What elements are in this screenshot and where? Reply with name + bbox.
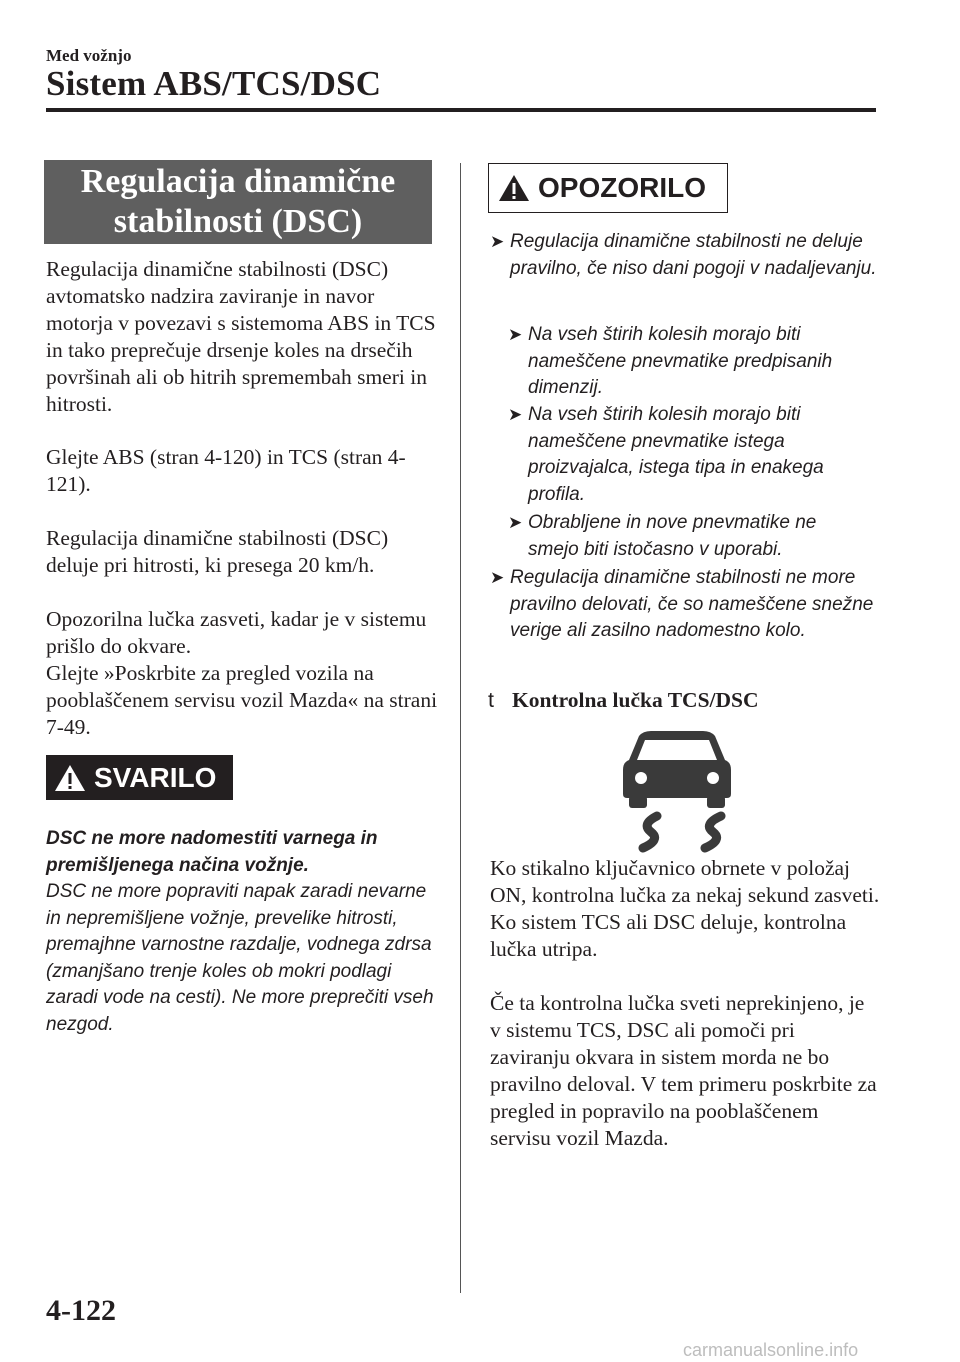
paragraph-see-abs-tcs: Glejte ABS (stran 4-120) in TCS (stran 4-121).: [46, 445, 406, 496]
paragraph-indicator-fault: Če ta kontrolna lučka sveti neprekinjeno, je v sistemu TCS, DSC ali pomoči pri zaviranju okvara in sistem morda ne bo pravilno deloval. V tem primeru poskrbite za pregled in popravilo na pooblaščenem servisu vozil Mazda.: [490, 991, 877, 1150]
header-rule: [46, 108, 876, 112]
paragraph-speed: Regulacija dinamične stabilnosti (DSC) deluje pri hitrosti, ki presega 20 km/h.: [46, 526, 389, 577]
warning-light-text: Opozorilna lučka zasveti, kadar je v sistemu prišlo do okvare.: [46, 607, 427, 658]
svarilo-badge: [46, 755, 233, 800]
svarilo-text-block: [46, 826, 436, 1038]
opozorilo-bullet-1: Regulacija dinamične stabilnosti ne deluje pravilno, če niso dani pogoji v nadaljevanju.: [510, 231, 877, 279]
page-title: Sistem ABS/TCS/DSC: [46, 64, 382, 103]
svarilo-body-text: DSC ne more popraviti napak zaradi nevarne in nepremišljene vožnje, prevelike hitrosti, premajhne varnostne razdalje, vodnega zdrsa (zmanjšano trenje koles ob mokri podlagi zaradi vode na cesti). Ne more preprečiti vseh nezgod.: [46, 881, 434, 1035]
column-divider: [460, 163, 461, 1293]
svarilo-label: SVARILO: [94, 761, 217, 793]
opozorilo-sub-1: Na vseh štirih kolesih morajo biti nameščene pnevmatike predpisanih dimenzij.: [528, 324, 833, 398]
arrow-bullet-icon: ➤: [508, 325, 523, 344]
arrow-bullet-icon: ➤: [508, 513, 523, 532]
service-reference-text: Glejte »Poskrbite za pregled vozila na pooblaščenem servisu vozil Mazda« na strani 7-49.: [46, 661, 438, 739]
paragraph-indicator-on: Ko stikalno ključavnico obrnete v položaj ON, kontrolna lučka za nekaj sekund zasveti. Ko sistem TCS ali DSC deluje, kontrolna lučka utripa.: [490, 856, 880, 961]
paragraph-intro: Regulacija dinamične stabilnosti (DSC) avtomatsko nadzira zaviranje in navor motorja v povezavi s sistemoma ABS in TCS in tako preprečuje drsenje koles na drsečih površinah ali ob hitrih spremembah smeri in hitrosti.: [46, 257, 436, 416]
indicator-heading-text: Kontrolna lučka TCS/DSC: [511, 688, 759, 712]
skidding-car-icon: [617, 728, 737, 853]
arrow-bullet-icon: ➤: [490, 568, 505, 587]
section-heading-line1: Regulacija dinamične: [80, 163, 396, 200]
opozorilo-badge: [490, 165, 726, 211]
indicator-marker: t: [488, 688, 494, 712]
section-label: Med vožnjo: [46, 46, 132, 65]
warning-triangle-icon: [54, 764, 86, 792]
section-heading-line2: stabilnosti (DSC): [113, 203, 363, 240]
opozorilo-sub-3: Obrabljene in nove pnevmatike ne smejo biti istočasno v uporabi.: [528, 512, 817, 560]
arrow-bullet-icon: ➤: [490, 232, 505, 251]
section-heading-box: [44, 160, 432, 244]
arrow-bullet-icon: ➤: [508, 405, 523, 424]
paragraph-warning-light: [46, 606, 446, 741]
watermark: carmanualsonline.info: [683, 1340, 859, 1360]
opozorilo-label: OPOZORILO: [538, 172, 706, 203]
opozorilo-bullet-2: Regulacija dinamične stabilnosti ne more pravilno delovati, če so nameščene snežne verige ali zasilno nadomestno kolo.: [510, 567, 874, 641]
warning-triangle-icon: [498, 174, 530, 202]
indicator-heading: [488, 688, 759, 713]
svarilo-bold-text: DSC ne more nadomestiti varnega in premišljenega načina vožnje.: [46, 828, 378, 876]
page-number: 4-122: [46, 1294, 116, 1327]
opozorilo-sub-2: Na vseh štirih kolesih morajo biti nameščene pnevmatike istega proizvajalca, istega tipa in enakega profila.: [528, 404, 824, 505]
